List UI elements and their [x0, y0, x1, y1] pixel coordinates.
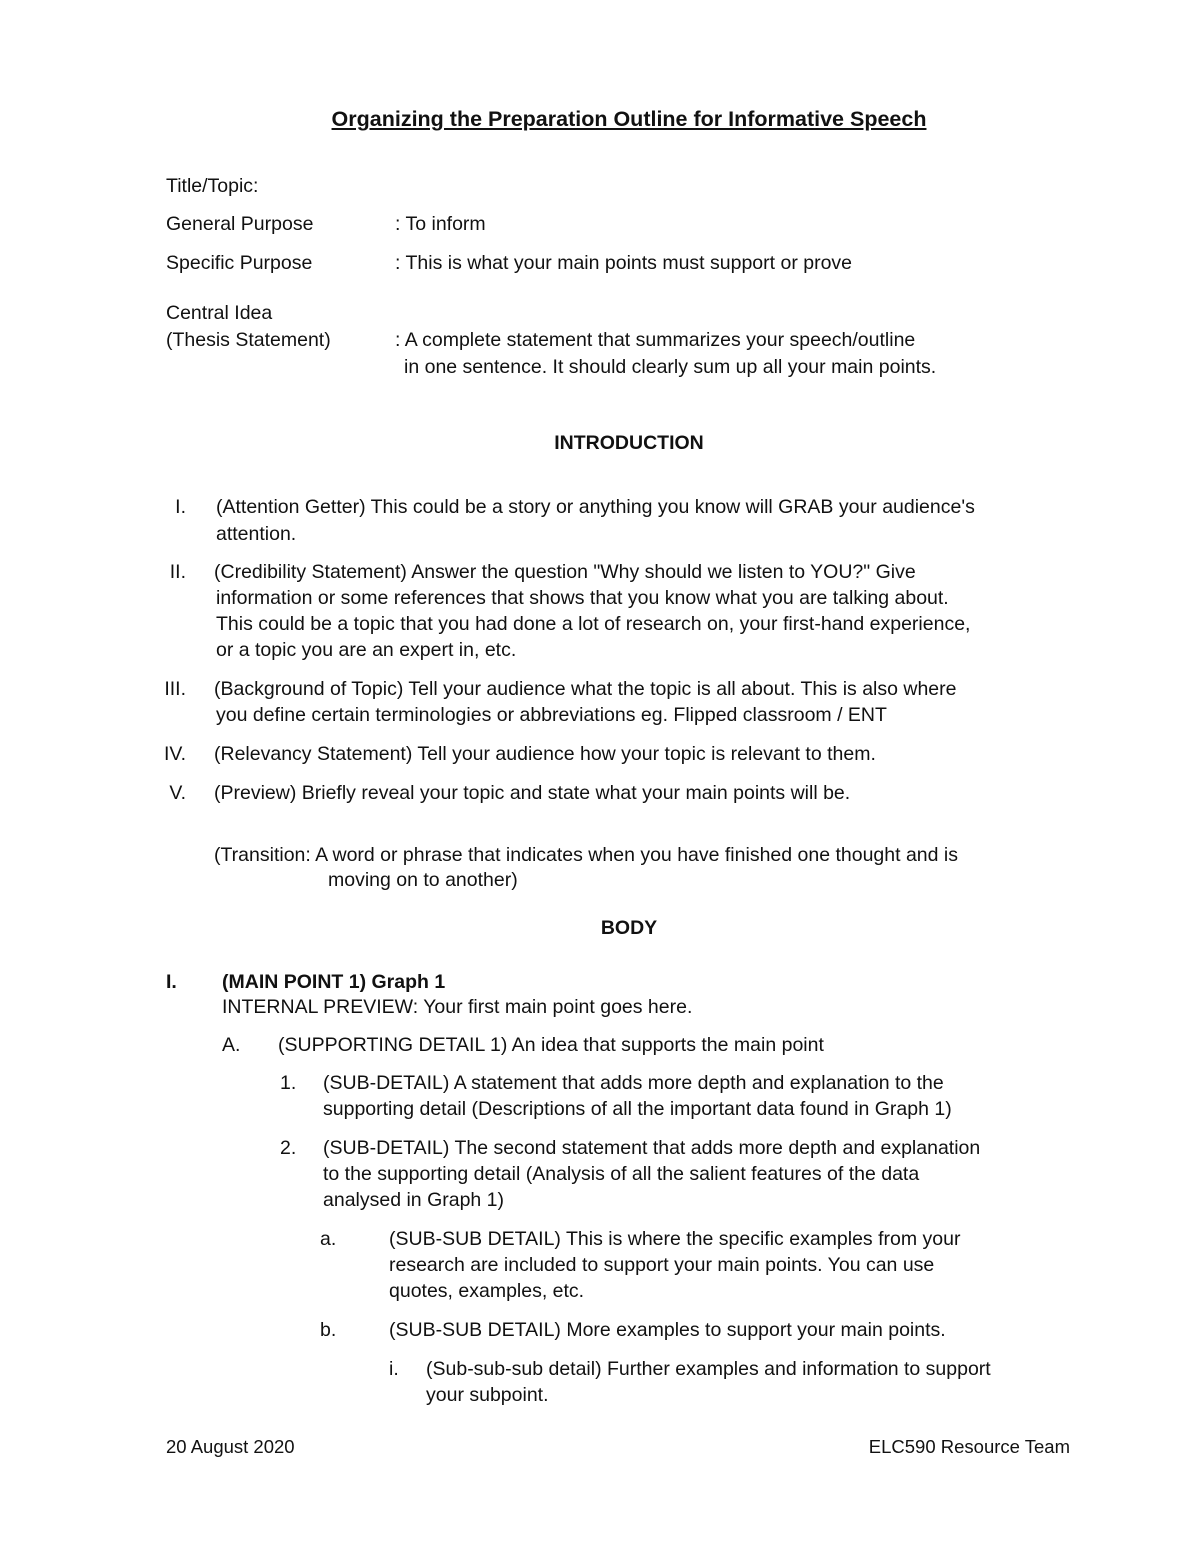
footer-team: ELC590 Resource Team [868, 1436, 1070, 1457]
intro-item-line: (Preview) Briefly reveal your topic and state what your main points will be. [214, 782, 851, 804]
title-topic-label: Title/Topic: [166, 175, 259, 197]
supporting-detail-letter: A. [222, 1034, 241, 1056]
general-purpose-label: General Purpose [166, 213, 314, 235]
sub-detail-line: (SUB-DETAIL) The second statement that adds more depth and explanation [323, 1137, 981, 1159]
sub-sub-detail-letter: a. [320, 1228, 337, 1250]
intro-numeral: I. [175, 496, 186, 518]
sub-detail-line: to the supporting detail (Analysis of all the salient features of the data [323, 1163, 920, 1185]
supporting-detail: (SUPPORTING DETAIL 1) An idea that supports the main point [278, 1034, 824, 1056]
footer-date: 20 August 2020 [166, 1436, 295, 1457]
intro-numeral: IV. [163, 743, 186, 765]
central-idea-value-continued: in one sentence. It should clearly sum up all your main points. [404, 356, 937, 378]
intro-numeral: III. [164, 678, 186, 700]
sub-sub-sub-numeral: i. [389, 1358, 399, 1380]
central-idea-value: : A complete statement that summarizes your speech/outline [395, 329, 916, 351]
intro-item-line: attention. [216, 523, 297, 545]
intro-item-line: (Background of Topic) Tell your audience what the topic is all about. This is also where [214, 678, 957, 700]
central-idea-label: Central Idea [166, 302, 273, 324]
intro-item-line: This could be a topic that you had done a lot of research on, your first-hand experience, [216, 613, 971, 635]
intro-item-line: you define certain terminologies or abbreviations eg. Flipped classroom / ENT [216, 704, 887, 726]
transition-line: moving on to another) [328, 869, 518, 891]
introduction-heading: INTRODUCTION [554, 432, 704, 454]
intro-item-line: (Relevancy Statement) Tell your audience how your topic is relevant to them. [214, 743, 876, 765]
intro-numeral: V. [169, 782, 186, 804]
sub-sub-detail-line: research are included to support your main points. You can use [389, 1254, 935, 1276]
specific-purpose-value: : This is what your main points must support or prove [395, 252, 853, 274]
sub-detail-line: (SUB-DETAIL) A statement that adds more depth and explanation to the [323, 1072, 944, 1094]
intro-item-line: information or some references that shows that you know what you are talking about. [216, 587, 949, 609]
intro-item-line: or a topic you are an expert in, etc. [216, 639, 517, 661]
intro-numeral: II. [169, 561, 186, 583]
sub-sub-detail-line: quotes, examples, etc. [389, 1280, 585, 1302]
body-heading: BODY [600, 917, 658, 939]
sub-sub-detail-line: (SUB-SUB DETAIL) This is where the specific examples from your [389, 1228, 961, 1250]
internal-preview: INTERNAL PREVIEW: Your first main point goes here. [222, 996, 693, 1018]
sub-detail-number: 2. [280, 1137, 297, 1159]
general-purpose-value: : To inform [395, 213, 486, 235]
sub-detail-line: analysed in Graph 1) [323, 1189, 505, 1211]
page-title: Organizing the Preparation Outline for Informative Speech [331, 107, 927, 131]
intro-item-line: (Credibility Statement) Answer the question "Why should we listen to YOU?" Give [214, 561, 916, 583]
sub-sub-detail-letter: b. [320, 1319, 337, 1341]
sub-detail-line: supporting detail (Descriptions of all the important data found in Graph 1) [323, 1098, 952, 1120]
sub-sub-detail-line: (SUB-SUB DETAIL) More examples to support your main points. [389, 1319, 946, 1341]
transition-line: (Transition: A word or phrase that indicates when you have finished one thought and is [214, 844, 958, 866]
main-point-numeral: I. [166, 971, 177, 993]
sub-sub-sub-line: your subpoint. [426, 1384, 549, 1406]
specific-purpose-label: Specific Purpose [166, 252, 313, 274]
main-point-title: (MAIN POINT 1) Graph 1 [222, 971, 446, 993]
thesis-statement-label: (Thesis Statement) [166, 329, 331, 351]
sub-sub-sub-line: (Sub-sub-sub detail) Further examples and information to support [426, 1358, 991, 1380]
intro-item-line: (Attention Getter) This could be a story or anything you know will GRAB your audience's [216, 496, 975, 518]
sub-detail-number: 1. [280, 1072, 297, 1094]
